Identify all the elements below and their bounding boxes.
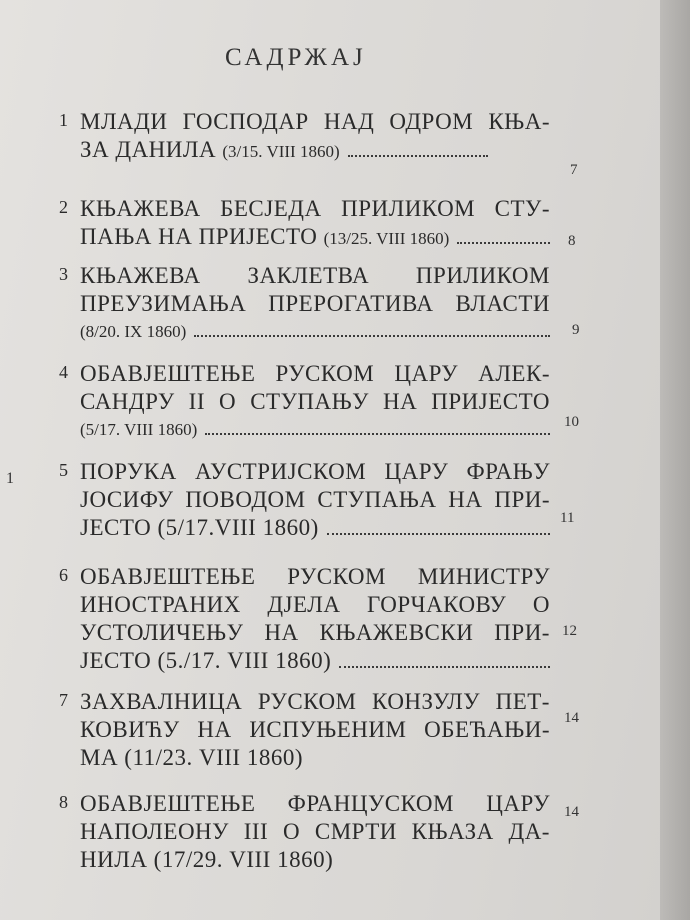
entry-line (80, 647, 550, 675)
entry-date: (13/25. VIII 1860) (323, 229, 450, 248)
entry-title (80, 195, 550, 253)
leader-dots (457, 241, 550, 244)
word: ПРЕРОГАТИВА (268, 291, 434, 316)
word: КЊА- (488, 109, 550, 134)
entry-line (80, 458, 550, 486)
word: ПЕТ- (495, 689, 550, 714)
entry-line (80, 846, 550, 874)
page-edge (660, 0, 690, 920)
word: РУСКОМ (287, 564, 386, 589)
word: КОНЗУЛУ (372, 689, 481, 714)
leader-dots (339, 665, 550, 668)
word: РУСКОМ (257, 689, 357, 714)
leader-dots (205, 432, 550, 435)
word: КЊАЖЕВСКИ (319, 620, 474, 645)
word: ПРИЈЕСТО (431, 389, 550, 414)
entry-title (80, 108, 550, 166)
entry-line (80, 790, 550, 818)
entry-date: (5/17. VIII 1860) (80, 420, 198, 439)
entry-line (80, 563, 550, 591)
word: ВЛАСТИ (455, 291, 550, 316)
word: ПРИ- (494, 620, 550, 645)
word: ПРИЛИКОМ (415, 263, 550, 288)
entry-title (80, 458, 550, 542)
word: ПРИЛИКОМ (341, 196, 476, 221)
entry-number: 6 (59, 565, 68, 585)
word: III (243, 819, 269, 844)
entry-line (80, 716, 550, 744)
entry-line-text: ЈЕСТО (5/17.VIII 1860) (80, 515, 319, 540)
word: ЗАКЛЕТВА (247, 263, 370, 288)
word: ЦАРУ (394, 361, 459, 386)
word: ОДРОМ (389, 109, 474, 134)
entry-number: 8 (59, 792, 68, 812)
word: СТУПАЊА (317, 487, 437, 512)
entry-line (80, 744, 550, 772)
word: ГОРЧАКОВУ (367, 592, 507, 617)
toc-heading: САДРЖАЈ (225, 44, 367, 71)
entry-line-text: НИЛА (17/29. VIII 1860) (80, 847, 334, 872)
word: РУСКОМ (275, 361, 375, 386)
entry-date: (8/20. IX 1860) (80, 322, 187, 341)
word: САНДРУ (80, 389, 175, 414)
word: СТУПАЊУ (250, 389, 369, 414)
word: ЦАРУ (384, 459, 449, 484)
word: ПРЕУЗИМАЊА (80, 291, 247, 316)
word: ИСПУЊЕНИМ (249, 717, 407, 742)
entry-line (80, 318, 550, 346)
word: ПОРУКА (80, 459, 177, 484)
entry-line (80, 514, 550, 542)
entry-line (80, 591, 550, 619)
entry-line (80, 262, 550, 290)
word: КЊАЖЕВА (80, 196, 201, 221)
page-number: 7 (570, 162, 578, 178)
word: БЕСЈЕДА (220, 196, 322, 221)
word: АУСТРИЈСКОМ (194, 459, 367, 484)
entry-line (80, 136, 550, 166)
entry-number: 1 (59, 110, 68, 130)
entry-line (80, 688, 550, 716)
word: НАПОЛЕОНУ (80, 819, 229, 844)
word: МИНИСТРУ (417, 564, 550, 589)
entry-title (80, 563, 550, 675)
word: НА (448, 487, 483, 512)
entry-line (80, 290, 550, 318)
word: О (219, 389, 237, 414)
word: ДА- (508, 819, 550, 844)
entry-line (80, 818, 550, 846)
entry-number: 2 (59, 197, 68, 217)
word: ПРИ- (494, 487, 550, 512)
entry-line (80, 360, 550, 388)
word: КОВИЋУ (80, 717, 180, 742)
word: О (532, 592, 550, 617)
entry-line (80, 416, 550, 444)
entry-line (80, 486, 550, 514)
word: ЗАХВАЛНИЦА (80, 689, 243, 714)
word: АЛЕК- (478, 361, 550, 386)
page-number: 14 (564, 804, 579, 820)
word: ОБАВЈЕШТЕЊЕ (80, 564, 256, 589)
word: ПОВОДОМ (185, 487, 306, 512)
entry-title (80, 262, 550, 346)
word: НА (197, 717, 232, 742)
entry-line (80, 108, 550, 136)
word: ФРАНЦУСКОМ (287, 791, 454, 816)
entry-number: 4 (59, 362, 68, 382)
word: ОБЕЋАЊИ- (424, 717, 550, 742)
entry-title (80, 360, 550, 444)
word: НА (383, 389, 418, 414)
word: КЊАЖЕВА (80, 263, 201, 288)
word: О (282, 819, 301, 844)
word: ЦАРУ (486, 791, 550, 816)
word: ГОСПОДАР (182, 109, 309, 134)
entry-title (80, 688, 550, 772)
entry-date: (3/15. VIII 1860) (222, 142, 340, 161)
entry-line (80, 195, 550, 223)
word: ЈОСИФУ (80, 487, 174, 512)
page-number: 12 (562, 623, 577, 639)
entry-title (80, 790, 550, 874)
entry-line (80, 619, 550, 647)
word: КЊАЗА (411, 819, 494, 844)
word: СТУ- (494, 196, 550, 221)
word: ПАЊА НА ПРИЈЕСТО (80, 224, 318, 249)
word: ОБАВЈЕШТЕЊЕ (80, 791, 256, 816)
word: ИНОСТРАНИХ (80, 592, 241, 617)
word: II (188, 389, 205, 414)
entry-number: 7 (59, 690, 68, 710)
entry-number: 3 (59, 264, 68, 284)
entry-number: 5 (59, 460, 68, 480)
entry-line (80, 388, 550, 416)
page-number: 9 (572, 322, 580, 338)
entry-line-text: ЈЕСТО (5./17. VIII 1860) (80, 648, 332, 673)
word: МЛАДИ (80, 109, 168, 134)
word: НАД (323, 109, 375, 134)
page-number: 10 (564, 414, 579, 430)
word: СМРТИ (314, 819, 397, 844)
leader-dots (348, 154, 488, 157)
page-number: 14 (564, 710, 579, 726)
page-number: 11 (560, 510, 575, 526)
leader-dots (194, 334, 550, 337)
leader-dots (327, 532, 550, 535)
entry-line (80, 223, 550, 253)
word: НА (264, 620, 299, 645)
word: ФРАЊУ (466, 459, 550, 484)
word: УСТОЛИЧЕЊУ (80, 620, 244, 645)
word: ОБАВЈЕШТЕЊЕ (80, 361, 256, 386)
word: ЗА ДАНИЛА (80, 137, 217, 162)
margin-mark: 1 (6, 470, 14, 487)
page-number: 8 (568, 233, 576, 249)
word: ДЈЕЛА (267, 592, 341, 617)
entry-line-text: МА (11/23. VIII 1860) (80, 745, 304, 770)
